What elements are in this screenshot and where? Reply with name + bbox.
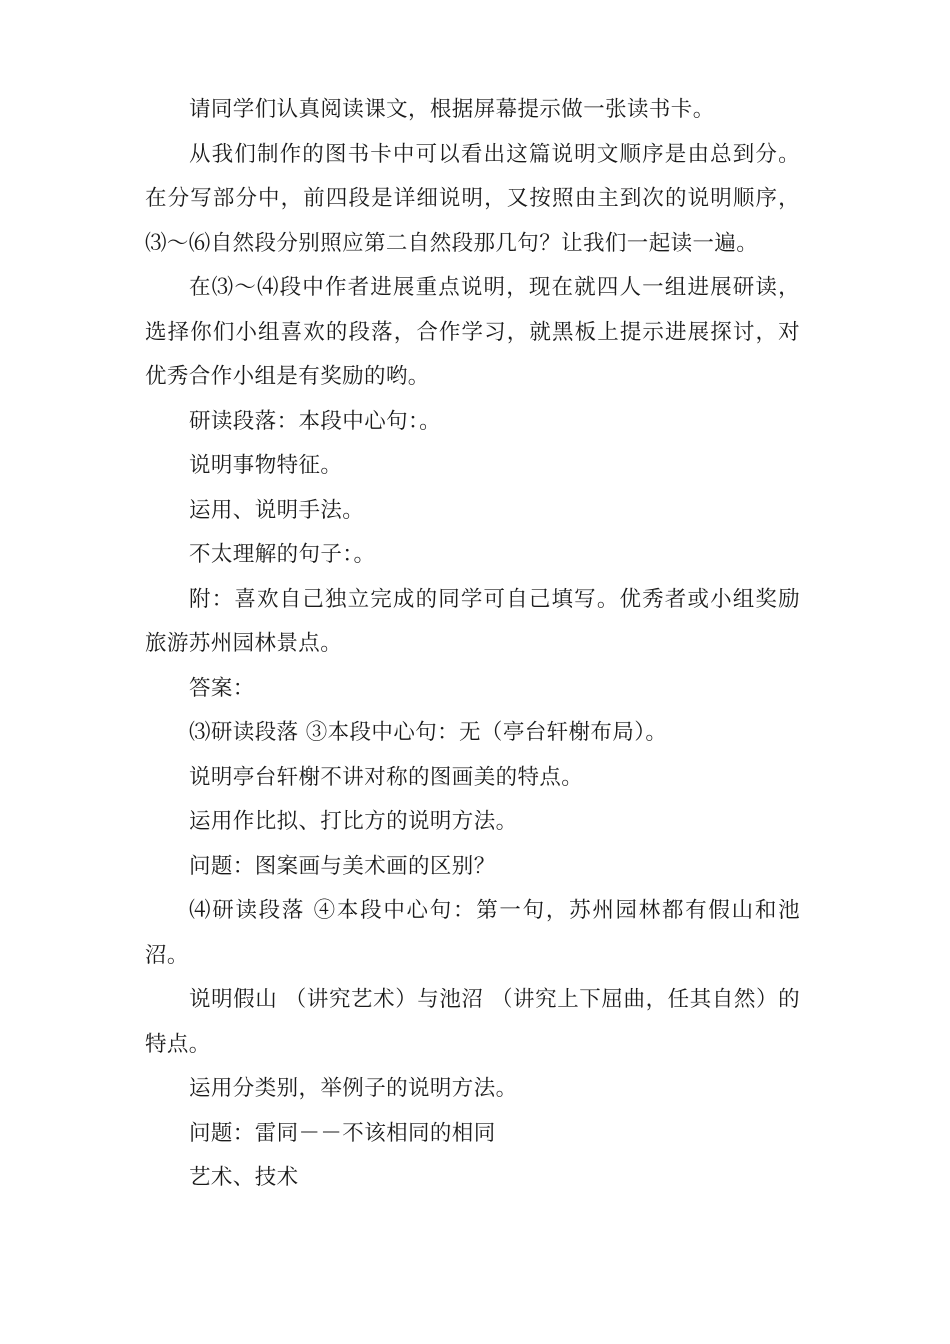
paragraph-answer-4-question: 问题：雷同－－不该相同的相同 [189,1120,496,1146]
paragraph-answer-4-feature: 说明假山 （讲究艺术）与池沼 （讲究上下屈曲，任其自然）的特点。 [145,987,800,1057]
paragraph-card-question: 不太理解的句子：。 [189,542,376,567]
paragraph-answer-4-method: 运用分类别，举例子的说明方法。 [189,1076,518,1101]
paragraph-answer-4-terms: 艺术、技术 [189,1165,299,1190]
paragraph-answer-3-feature: 说明亭台轩榭不讲对称的图画美的特点。 [189,764,584,790]
paragraph-instruction: 请同学们认真阅读课文，根据屏幕提示做一张读书卡。 [189,97,715,122]
paragraph-card-topic: 研读段落：本段中心句：。 [189,408,442,434]
paragraph-answer-3-topic: ⑶研读段落 ③本段中心句：无（亭台轩榭布局）。 [189,720,668,745]
paragraph-group-study: 在⑶～⑷段中作者进展重点说明，现在就四人一组进展研读，选择你们小组喜欢的段落，合作学习，就黑板上提示进展探讨，对优秀合作小组是有奖励的哟。 [145,275,800,389]
paragraph-answer-3-method: 运用作比拟、打比方的说明方法。 [189,809,518,834]
paragraph-order: 从我们制作的图书卡中可以看出这篇说明文顺序是由总到分。在分写部分中，前四段是详细说明，又按照由主到次的说明顺序，⑶～⑹自然段分别照应第二自然段那几句？让我们一起读一遍。 [145,141,800,256]
paragraph-card-feature: 说明事物特征。 [189,453,343,478]
paragraph-note: 附：喜欢自己独立完成的同学可自己填写。优秀者或小组奖励旅游苏州园林景点。 [145,586,800,656]
document-body [145,88,800,1201]
paragraph-answer-3-question: 问题：图案画与美术画的区别？ [189,853,496,879]
paragraph-answer-4-topic: ⑷研读段落 ④本段中心句：第一句，苏州园林都有假山和池沼。 [145,898,800,968]
paragraph-card-method: 运用、说明手法。 [189,497,365,523]
paragraph-answer-heading: 答案： [189,675,255,701]
